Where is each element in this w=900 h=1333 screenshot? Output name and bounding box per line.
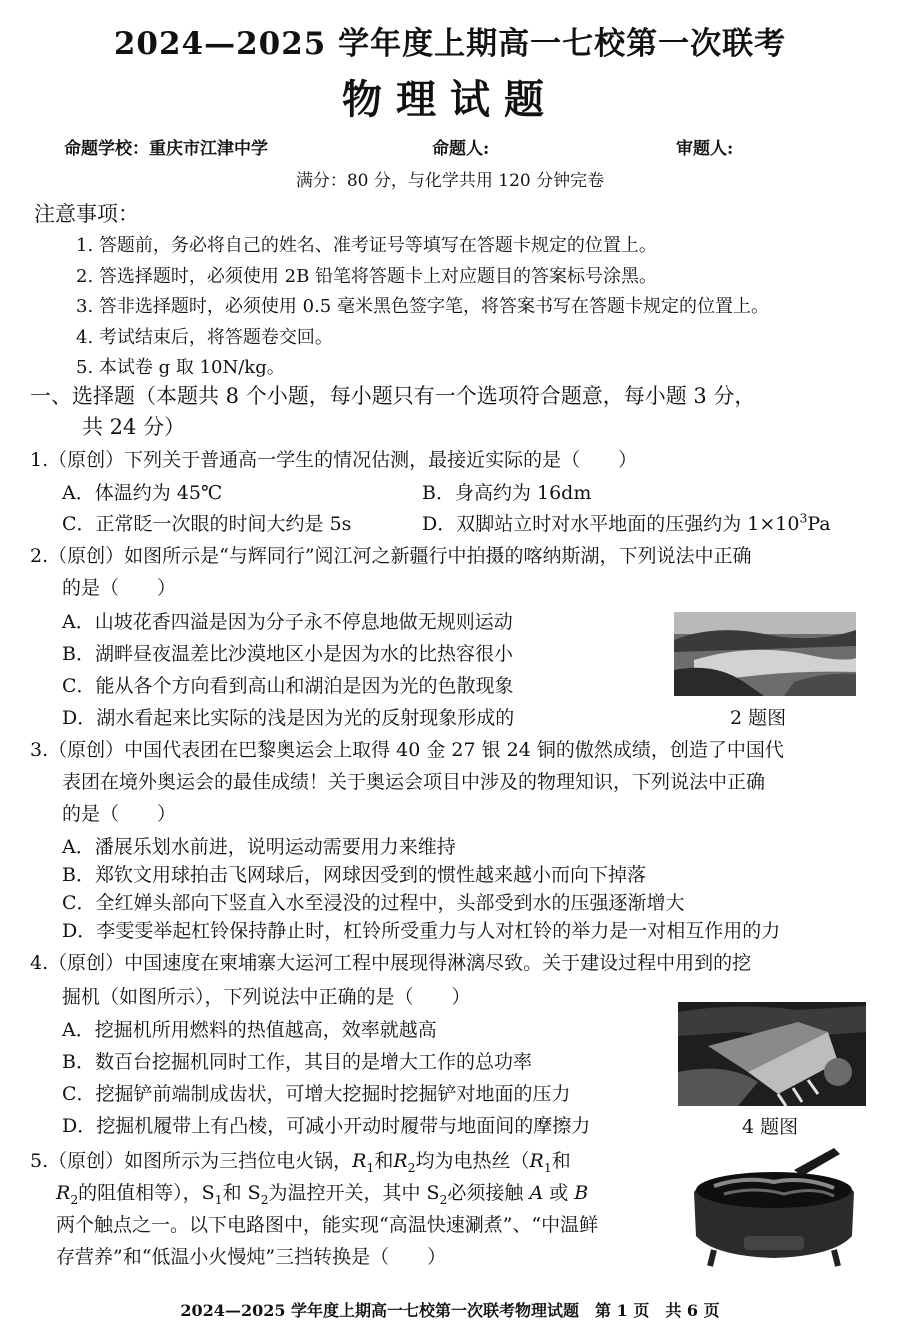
q2-option-b: B．湖畔昼夜温差比沙漠地区小是因为水的比热容很小 bbox=[62, 643, 513, 665]
q4-option-a: A．挖掘机所用燃料的热值越高，效率就越高 bbox=[62, 1019, 437, 1041]
notice-item: 4. 考试结束后，将答题卷交回。 bbox=[76, 327, 333, 348]
q3-option-c: C．全红婵头部向下竖直入水至浸没的过程中，头部受到水的压强逐渐增大 bbox=[62, 892, 685, 914]
q2-stem-cont: 的是（ ） bbox=[62, 577, 177, 599]
q3-stem-cont2: 的是（ ） bbox=[62, 803, 177, 825]
q1-stem: 1.（原创）下列关于普通高一学生的情况估测，最接近实际的是（ ） bbox=[30, 449, 638, 471]
q1-option-b: B．身高约为 16dm bbox=[422, 482, 592, 504]
q4-option-c: C．挖掘铲前端制成齿状，可增大挖掘时挖掘铲对地面的压力 bbox=[62, 1083, 571, 1105]
q5-stem-cont3: 存营养”和“低温小火慢炖”三挡转换是（ ） bbox=[56, 1246, 447, 1268]
q3-option-a: A．潘展乐划水前进，说明运动需要用力来维持 bbox=[62, 836, 456, 858]
q2-stem: 2.（原创）如图所示是“与辉同行”阅江河之新疆行中拍摄的喀纳斯湖，下列说法中正确 bbox=[30, 545, 752, 567]
excavator-photo bbox=[678, 1002, 866, 1106]
q1-option-d: D．双脚站立时对水平地面的压强约为 $1\times 10^3Pa$ bbox=[422, 511, 831, 535]
author-label: 命题人: bbox=[432, 139, 490, 159]
q3-option-b: B．郑钦文用球拍击飞网球后，网球因受到的惯性越来越小而向下掉落 bbox=[62, 864, 646, 886]
q2-option-d: D．湖水看起来比实际的浅是因为光的反射现象形成的 bbox=[62, 707, 515, 729]
reviewer-label: 审题人: bbox=[676, 139, 734, 159]
exam-title: 2024—2025 学年度上期高一七校第一次联考 bbox=[113, 26, 787, 62]
q4-option-d: D．挖掘机履带上有凸棱，可减小开动时履带与地面间的摩擦力 bbox=[62, 1115, 591, 1137]
q4-stem-cont: 掘机（如图所示），下列说法中正确的是（ ） bbox=[62, 986, 471, 1008]
q1-option-c: C．正常眨一次眼的时间大约是 5s bbox=[62, 513, 352, 535]
q5-stem: 5.（原创）如图所示为三挡位电火锅，$R_1$和$R_2$均为电热丝（$R_1$和 bbox=[30, 1150, 571, 1175]
q1-option-a: A．体温约为 45℃ bbox=[62, 482, 223, 504]
q3-stem-cont: 表团在境外奥运会的最佳成绩！关于奥运会项目中涉及的物理知识，下列说法中正确 bbox=[62, 771, 766, 793]
hotpot-photo bbox=[684, 1140, 864, 1270]
lake-photo bbox=[674, 612, 856, 696]
notice-item: 5. 本试卷 g 取 10N/kg。 bbox=[76, 357, 285, 378]
q3-option-d: D．李雯雯举起杠铃保持静止时，杠铃所受重力与人对杠铃的举力是一对相互作用的力 bbox=[62, 920, 781, 942]
notice-item: 3. 答非选择题时，必须使用 0.5 毫米黑色签字笔，将答案书写在答题卡规定的位置上。 bbox=[76, 296, 769, 317]
q2-caption: 2 题图 bbox=[730, 707, 787, 729]
q4-caption: 4 题图 bbox=[742, 1116, 799, 1138]
q2-option-a: A．山坡花香四溢是因为分子永不停息地做无规则运动 bbox=[62, 611, 513, 633]
q4-option-b: B．数百台挖掘机同时工作，其目的是增大工作的总功率 bbox=[62, 1051, 532, 1073]
notice-heading: 注意事项： bbox=[34, 202, 139, 226]
school-label: 命题学校：重庆市江津中学 bbox=[64, 139, 268, 159]
subject-title: 物理试题 bbox=[342, 76, 558, 123]
q5-stem-cont2: 两个触点之一。以下电路图中，能实现“高温快速涮煮”、“中温鲜 bbox=[56, 1214, 599, 1236]
section-heading: 一、选择题（本题共 8 个小题，每小题只有一个选项符合题意，每小题 3 分， bbox=[30, 384, 756, 408]
q3-stem: 3.（原创）中国代表团在巴黎奥运会上取得 40 金 27 银 24 铜的傲然成绩，创造了中国代 bbox=[30, 739, 784, 761]
section-heading-cont: 共 24 分） bbox=[82, 415, 186, 439]
q4-stem: 4.（原创）中国速度在柬埔寨大运河工程中展现得淋漓尽致。关于建设过程中用到的挖 bbox=[30, 952, 752, 974]
q5-stem-cont: $R_2$的阻值相等），$S_1$和 $S_2$为温控开关，其中 $S_2$必须接触 A 或 B bbox=[56, 1182, 589, 1207]
notice-item: 1. 答题前，务必将自己的姓名、准考证号等填写在答题卡规定的位置上。 bbox=[76, 235, 657, 256]
score-line: 满分：80 分，与化学共用 120 分钟完卷 bbox=[295, 171, 605, 191]
q2-option-c: C．能从各个方向看到高山和湖泊是因为光的色散现象 bbox=[62, 675, 514, 697]
page-footer: 2024—2025 学年度上期高一七校第一次联考物理试题 第 1 页 共 6 页 bbox=[180, 1301, 720, 1320]
notice-item: 2. 答选择题时，必须使用 2B 铅笔将答题卡上对应题目的答案标号涂黑。 bbox=[76, 266, 658, 287]
